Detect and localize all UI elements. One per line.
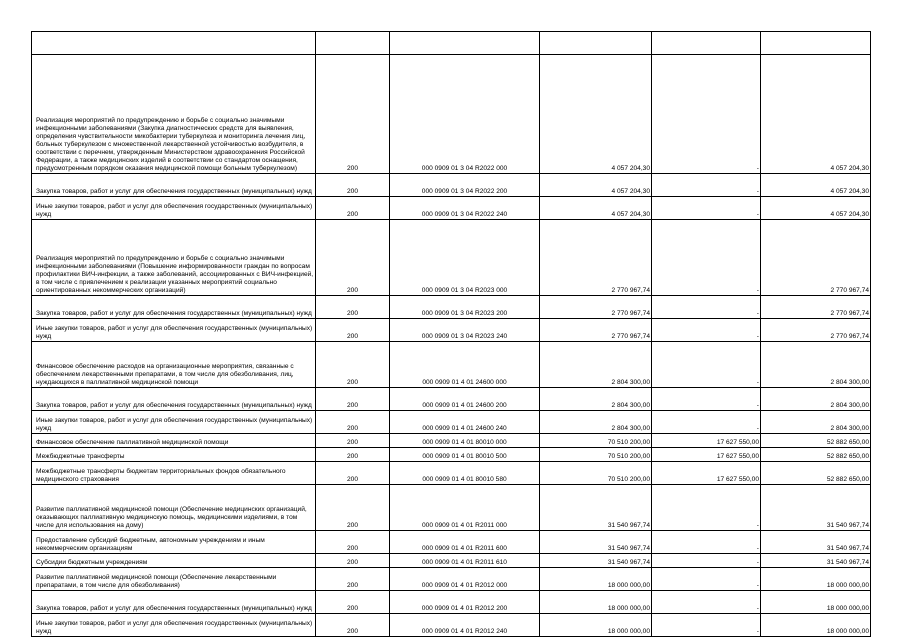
row-code: 200	[316, 614, 390, 637]
row-csr: 000 0909 01 3 04 R2023 240	[390, 319, 540, 342]
row-total	[540, 32, 652, 55]
row-total: 2 770 967,74	[540, 296, 652, 319]
row-csr: 000 0909 01 3 04 R2022 200	[390, 174, 540, 197]
row-local: 2 770 967,74	[761, 220, 871, 296]
row-code: 200	[316, 319, 390, 342]
row-federal: -	[652, 568, 761, 591]
row-code: 200	[316, 411, 390, 434]
row-csr: 000 0909 01 4 01 80010 580	[390, 462, 540, 485]
row-local: 52 882 650,00	[761, 448, 871, 462]
row-name: Субсидии бюджетным учреждениям	[32, 554, 316, 568]
row-federal: -	[652, 411, 761, 434]
row-csr: 000 0909 01 3 04 R2023 000	[390, 220, 540, 296]
row-federal: -	[652, 174, 761, 197]
row-csr: 000 0909 01 4 01 24600 000	[390, 342, 540, 388]
table-row	[32, 319, 871, 342]
row-local: 2 770 967,74	[761, 296, 871, 319]
table-row	[32, 531, 871, 554]
row-name: Иные закупки товаров, работ и услуг для обеспечения государственных (муниципальных) нужд	[32, 197, 316, 220]
row-total: 4 057 204,30	[540, 197, 652, 220]
row-federal: 17 627 550,00	[652, 462, 761, 485]
table-row	[32, 220, 871, 296]
row-name: Межбюджетные трансферты	[32, 448, 316, 462]
row-csr: 000 0909 01 4 01 R2012 000	[390, 568, 540, 591]
row-federal: -	[652, 296, 761, 319]
row-csr: 000 0909 01 4 01 R2012 200	[390, 591, 540, 614]
row-name: Иные закупки товаров, работ и услуг для обеспечения государственных (муниципальных) нужд	[32, 411, 316, 434]
row-federal	[652, 32, 761, 55]
row-local: 18 000 000,00	[761, 568, 871, 591]
row-csr: 000 0909 01 4 01 80010 000	[390, 434, 540, 448]
row-total: 70 510 200,00	[540, 462, 652, 485]
row-csr: 000 0909 01 4 01 R2011 610	[390, 554, 540, 568]
row-total: 70 510 200,00	[540, 434, 652, 448]
table-row	[32, 296, 871, 319]
row-name: Иные закупки товаров, работ и услуг для обеспечения государственных (муниципальных) нужд	[32, 614, 316, 637]
row-csr: 000 0909 01 4 01 24600 240	[390, 411, 540, 434]
table-row	[32, 614, 871, 637]
row-federal: -	[652, 197, 761, 220]
row-total: 4 057 204,30	[540, 55, 652, 174]
row-local: 4 057 204,30	[761, 55, 871, 174]
row-federal: -	[652, 55, 761, 174]
table-row	[32, 411, 871, 434]
table-row	[32, 485, 871, 531]
row-csr: 000 0909 01 3 04 R2022 240	[390, 197, 540, 220]
row-name: Реализация мероприятий по предупреждению и борьбе с социально значимыми инфекционными заболеваниями (Закупка диагностических средств для выявления, определения чувствительности микобактерии туберкулеза и мониторинга лечения лиц, больных туберкулезом с множественной лекарственной устойчивостью возбудителя, в соответствии с перечнем, утвержденным Министерством здравоохранения Российской Федерации, а также медицинских изделий в соответствии со стандартом оснащения, предусмотренным порядком оказания медицинской помощи больным туберкулезом)	[32, 55, 316, 174]
table-row	[32, 342, 871, 388]
row-code: 200	[316, 485, 390, 531]
row-name: Финансовое обеспечение расходов на организационные мероприятия, связанные с обеспечением лекарственными препаратами, в том числе для обезболивания, лиц, нуждающихся в паллиативной медицинской помощи	[32, 342, 316, 388]
row-total: 31 540 967,74	[540, 554, 652, 568]
row-federal: -	[652, 591, 761, 614]
table-row	[32, 174, 871, 197]
row-code: 200	[316, 531, 390, 554]
row-local: 4 057 204,30	[761, 197, 871, 220]
row-csr: 000 0909 01 4 01 24600 200	[390, 388, 540, 411]
row-local: 31 540 967,74	[761, 485, 871, 531]
row-code: 200	[316, 434, 390, 448]
row-code: 200	[316, 448, 390, 462]
row-name	[32, 32, 316, 55]
row-total: 4 057 204,30	[540, 174, 652, 197]
row-name: Закупка товаров, работ и услуг для обеспечения государственных (муниципальных) нужд	[32, 388, 316, 411]
table-row	[32, 434, 871, 448]
row-csr: 000 0909 01 4 01 R2011 600	[390, 531, 540, 554]
table-row	[32, 554, 871, 568]
row-code: 200	[316, 296, 390, 319]
row-local: 31 540 967,74	[761, 554, 871, 568]
row-federal: -	[652, 614, 761, 637]
row-csr	[390, 32, 540, 55]
row-local: 2 804 300,00	[761, 411, 871, 434]
row-name: Межбюджетные трансферты бюджетам территориальных фондов обязательного медицинского страхования	[32, 462, 316, 485]
budget-table-body	[32, 32, 871, 637]
row-name: Закупка товаров, работ и услуг для обеспечения государственных (муниципальных) нужд	[32, 174, 316, 197]
row-name: Закупка товаров, работ и услуг для обеспечения государственных (муниципальных) нужд	[32, 296, 316, 319]
row-code: 200	[316, 568, 390, 591]
row-csr: 000 0909 01 4 01 R2011 000	[390, 485, 540, 531]
row-name: Развитие паллиативной медицинской помощи (Обеспечение лекарственными препаратами, в том числе для обезболивания)	[32, 568, 316, 591]
row-total: 18 000 000,00	[540, 568, 652, 591]
row-local: 52 882 650,00	[761, 434, 871, 448]
row-federal: -	[652, 388, 761, 411]
table-row	[32, 197, 871, 220]
row-csr: 000 0909 01 4 01 80010 500	[390, 448, 540, 462]
row-total: 18 000 000,00	[540, 614, 652, 637]
row-csr: 000 0909 01 3 04 R2023 200	[390, 296, 540, 319]
row-local: 2 770 967,74	[761, 319, 871, 342]
row-local: 18 000 000,00	[761, 614, 871, 637]
row-local: 4 057 204,30	[761, 174, 871, 197]
row-code: 200	[316, 55, 390, 174]
row-total: 2 804 300,00	[540, 342, 652, 388]
row-local: 2 804 300,00	[761, 342, 871, 388]
budget-table	[31, 31, 871, 637]
row-code: 200	[316, 462, 390, 485]
row-name: Закупка товаров, работ и услуг для обеспечения государственных (муниципальных) нужд	[32, 591, 316, 614]
row-code: 200	[316, 220, 390, 296]
row-code	[316, 32, 390, 55]
row-csr: 000 0909 01 3 04 R2022 000	[390, 55, 540, 174]
row-federal: -	[652, 319, 761, 342]
row-federal: -	[652, 554, 761, 568]
table-row	[32, 568, 871, 591]
row-local: 31 540 967,74	[761, 531, 871, 554]
table-spacer-row	[32, 32, 871, 55]
row-local: 18 000 000,00	[761, 591, 871, 614]
row-total: 2 804 300,00	[540, 388, 652, 411]
row-code: 200	[316, 591, 390, 614]
row-name: Предоставление субсидий бюджетным, автономным учреждениям и иным некоммерческим организациям	[32, 531, 316, 554]
row-federal: -	[652, 485, 761, 531]
row-federal: -	[652, 342, 761, 388]
row-total: 31 540 967,74	[540, 531, 652, 554]
row-name: Иные закупки товаров, работ и услуг для обеспечения государственных (муниципальных) нужд	[32, 319, 316, 342]
row-total: 2 804 300,00	[540, 411, 652, 434]
row-federal: 17 627 550,00	[652, 434, 761, 448]
row-total: 2 770 967,74	[540, 220, 652, 296]
row-code: 200	[316, 174, 390, 197]
row-code: 200	[316, 388, 390, 411]
row-local	[761, 32, 871, 55]
row-total: 2 770 967,74	[540, 319, 652, 342]
row-federal: -	[652, 531, 761, 554]
table-row	[32, 448, 871, 462]
row-name: Реализация мероприятий по предупреждению и борьбе с социально значимыми инфекционными заболеваниями (Повышение информированности граждан по вопросам профилактики ВИЧ-инфекции, а также заболеваний, ассоциированных с ВИЧ-инфекцией, в том числе с привлечением к реализации указанных мероприятий социально ориентированных некоммерческих организаций)	[32, 220, 316, 296]
row-code: 200	[316, 197, 390, 220]
row-local: 2 804 300,00	[761, 388, 871, 411]
table-row	[32, 591, 871, 614]
row-total: 18 000 000,00	[540, 591, 652, 614]
row-federal: -	[652, 220, 761, 296]
row-local: 52 882 650,00	[761, 462, 871, 485]
table-row	[32, 462, 871, 485]
row-code: 200	[316, 342, 390, 388]
row-total: 70 510 200,00	[540, 448, 652, 462]
row-name: Финансовое обеспечение паллиативной медицинской помощи	[32, 434, 316, 448]
row-name: Развитие паллиативной медицинской помощи (Обеспечение медицинских организаций, оказывающих паллиативную медицинскую помощь, медицинскими изделиями, в том числе для использования на дому)	[32, 485, 316, 531]
budget-table-sheet	[31, 31, 870, 637]
row-federal: 17 627 550,00	[652, 448, 761, 462]
table-row	[32, 55, 871, 174]
row-csr: 000 0909 01 4 01 R2012 240	[390, 614, 540, 637]
table-row	[32, 388, 871, 411]
row-total: 31 540 967,74	[540, 485, 652, 531]
row-code: 200	[316, 554, 390, 568]
